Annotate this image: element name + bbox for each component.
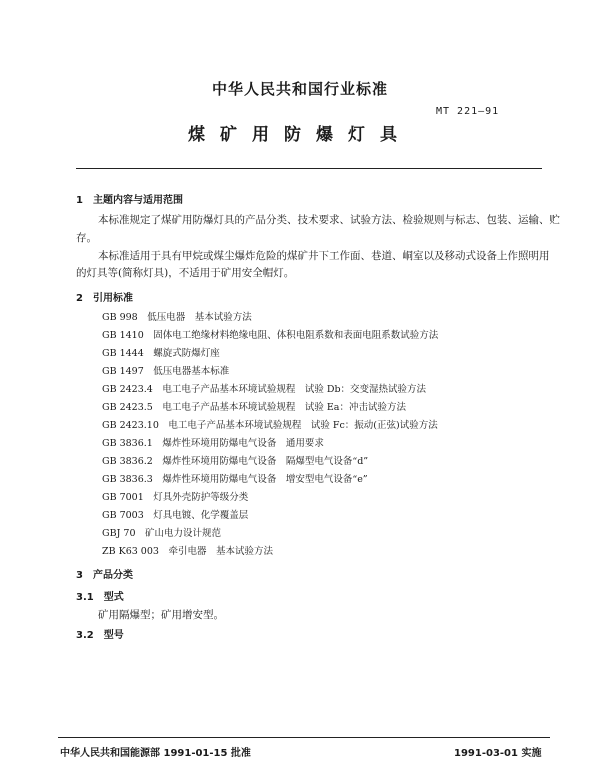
reference-item: GB 1410 固体电工绝缘材料绝缘电阻、体积电阻系数和表面电阻系数试验方法 (102, 330, 439, 341)
header-divider (76, 168, 542, 169)
document-title: 煤矿用防爆灯具 (188, 125, 412, 145)
reference-item: GB 3836.2 爆炸性环境用防爆电气设备 隔爆型电气设备“d” (102, 456, 369, 467)
reference-item: GB 7003 灯具电镀、化学覆盖层 (102, 510, 249, 521)
standard-number: MT 221—91 (436, 106, 500, 117)
reference-item: GB 7001 灯具外壳防护等级分类 (102, 492, 249, 503)
implementation-date: 1991-03-01 实施 (454, 748, 542, 759)
industry-standard-heading: 中华人民共和国行业标准 (211, 80, 388, 98)
section-1-paragraph-1-line-1: 本标准规定了煤矿用防爆灯具的产品分类、技术要求、试验方法、检验规则与标志、包装、运输、贮 (98, 214, 560, 226)
reference-item: GB 1444 螺旋式防爆灯座 (102, 348, 220, 359)
reference-item: GB 2423.4 电工电子产品基本环境试验规程 试验 Db：交变湿热试验方法 (102, 384, 427, 395)
reference-item: GB 3836.1 爆炸性环境用防爆电气设备 通用要求 (102, 438, 324, 449)
section-1-paragraph-2-line-2: 的灯具等(简称灯具)，不适用于矿用安全帽灯。 (76, 267, 295, 279)
approval-info: 中华人民共和国能源部 1991-01-15 批准 (60, 748, 251, 759)
reference-item: GB 2423.5 电工电子产品基本环境试验规程 试验 Ea：冲击试验方法 (102, 402, 406, 413)
reference-item: GB 1497 低压电器基本标准 (102, 366, 230, 377)
reference-item: GB 998 低压电器 基本试验方法 (102, 312, 252, 323)
footer-divider (58, 737, 550, 738)
section-3-2-heading: 3.2 型号 (76, 630, 124, 641)
section-1-heading: 1 主题内容与适用范围 (76, 195, 183, 206)
section-1-paragraph-2-line-1: 本标准适用于具有甲烷或煤尘爆炸危险的煤矿井下工作面、巷道、峒室以及移动式设备上作照明用 (98, 250, 550, 262)
reference-item: GB 3836.3 爆炸性环境用防爆电气设备 增安型电气设备“e” (102, 474, 368, 485)
section-3-heading: 3 产品分类 (76, 570, 133, 581)
section-3-1-heading: 3.1 型式 (76, 592, 124, 603)
reference-item: GBJ 70 矿山电力设计规范 (102, 528, 221, 539)
section-1-paragraph-1-line-2: 存。 (76, 232, 97, 244)
reference-item: ZB K63 003 牵引电器 基本试验方法 (102, 546, 273, 557)
section-2-heading: 2 引用标准 (76, 293, 133, 304)
reference-item: GB 2423.10 电工电子产品基本环境试验规程 试验 Fc：振动(正弦)试验方法 (102, 420, 438, 431)
section-3-1-text: 矿用隔爆型；矿用增安型。 (98, 609, 224, 621)
